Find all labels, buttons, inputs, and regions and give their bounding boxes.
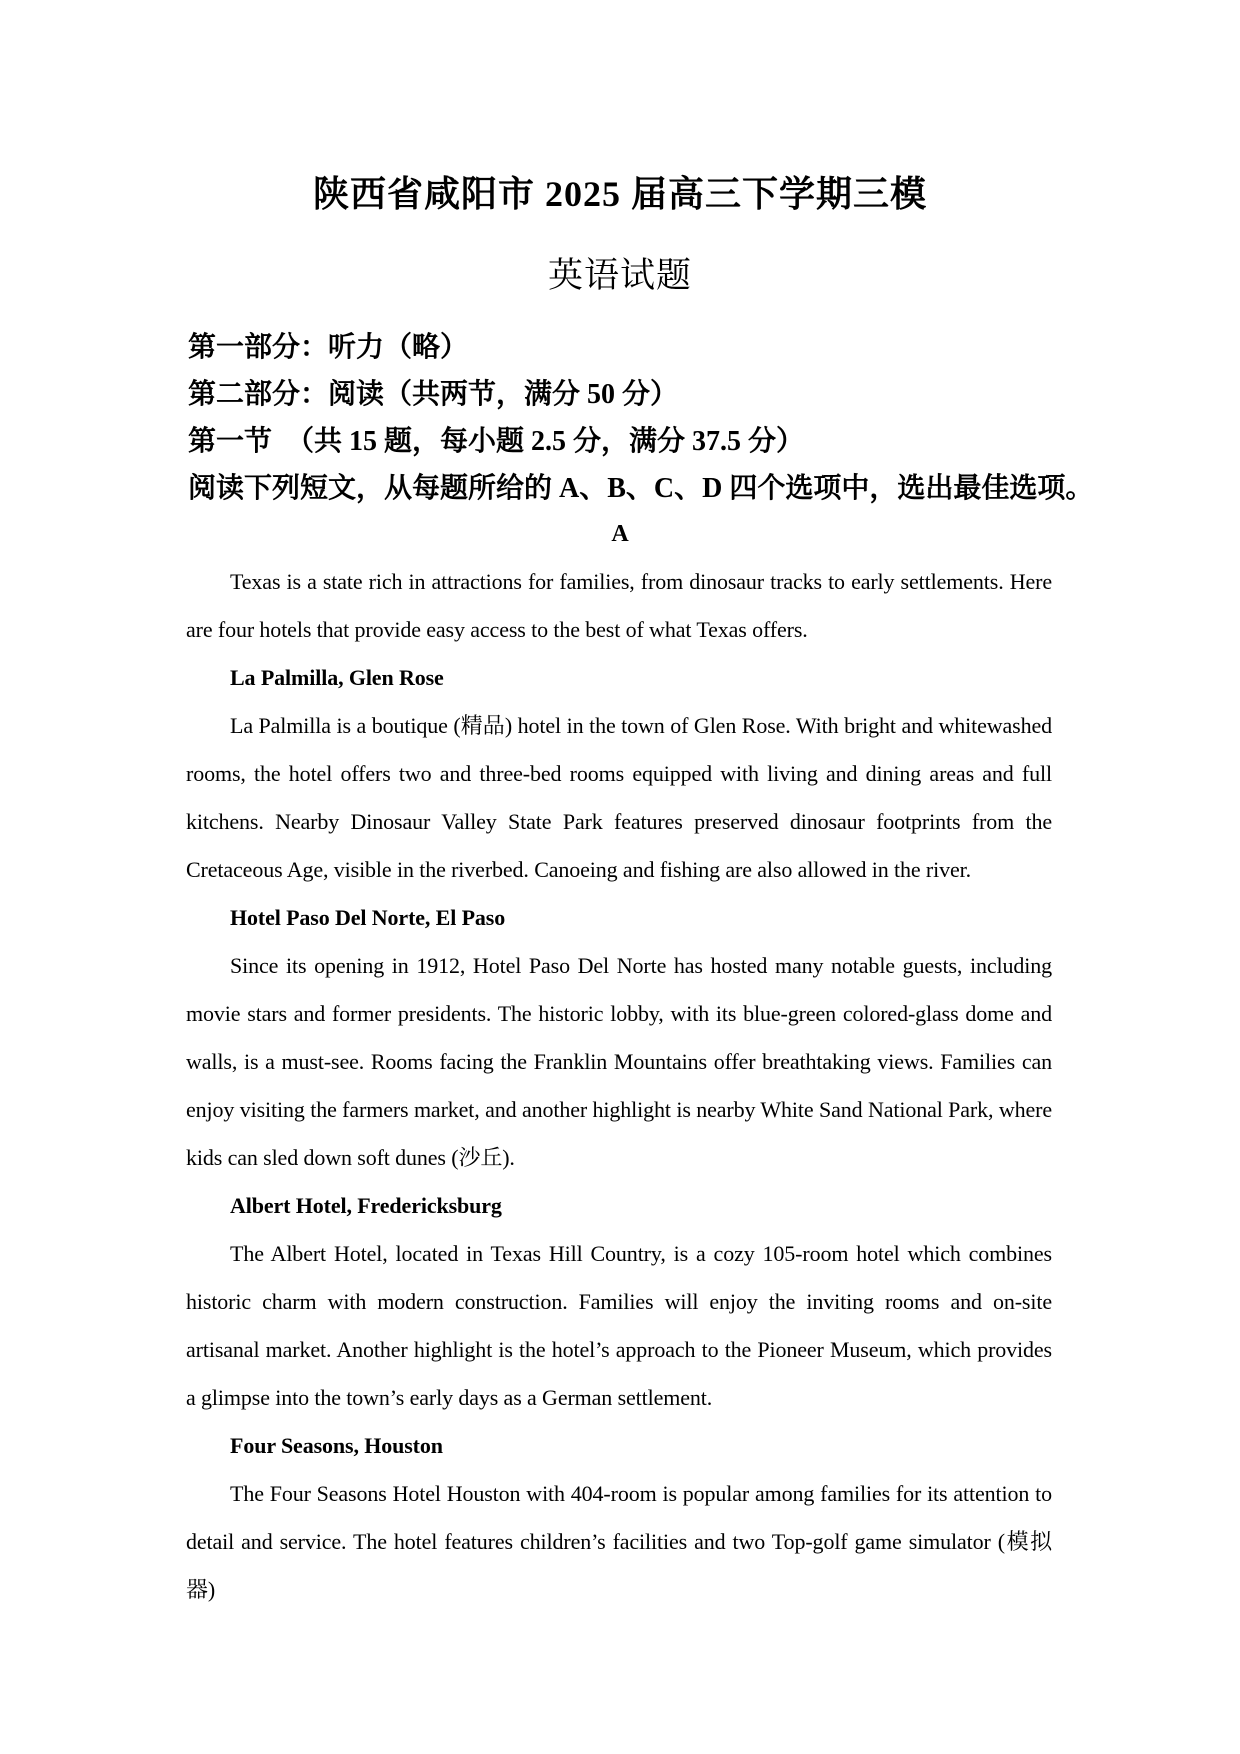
hotel-heading-paso-del-norte: Hotel Paso Del Norte, El Paso [230, 905, 506, 930]
hotel-heading-albert-hotel: Albert Hotel, Fredericksburg [230, 1193, 502, 1218]
section-headers [188, 324, 1094, 512]
passage-a-label: A [611, 521, 629, 547]
part2-heading: 第二部分：阅读（共两节，满分 50 分） [188, 379, 679, 410]
hotel-paragraph-four-seasons: The Four Seasons Hotel Houston with 404-room is popular among families for its attention to detail and service. The hotel features children’s facilities and two Top-golf game simulator (模拟器) [186, 1481, 1052, 1602]
reading-instruction: 阅读下列短文，从每题所给的 A、B、C、D 四个选项中，选出最佳选项。 [188, 473, 1094, 504]
hotel-paragraph-albert-hotel: The Albert Hotel, located in Texas Hill Country, is a cozy 105-room hotel which combines historic charm with modern construction. Families will enjoy the inviting rooms and on-site artisanal market. Another highlight is the hotel’s approach to the Pioneer Museum, which provides a glimpse into the town’s early days as a German settlement. [186, 1241, 1052, 1410]
hotel-paragraph-la-palmilla: La Palmilla is a boutique (精品) hotel in the town of Glen Rose. With bright and whitewashed rooms, the hotel offers two and three-bed rooms equipped with living and dining areas and full kitchens. Nearby Dinosaur Valley State Park features preserved dinosaur footprints from the Cretaceous Age, visible in the riverbed. Canoeing and fishing are also allowed in the river. [186, 713, 1052, 882]
paper-subtitle: 英语试题 [547, 256, 692, 295]
part1-heading: 第一部分：听力（略） [188, 332, 469, 363]
paper-title: 陕西省咸阳市 2025 届高三下学期三模 [312, 174, 927, 214]
passage-a-body [186, 558, 1052, 1614]
hotel-heading-la-palmilla: La Palmilla, Glen Rose [230, 665, 444, 690]
hotel-heading-four-seasons: Four Seasons, Houston [230, 1433, 443, 1458]
section1-heading: 第一节 （共 15 题，每小题 2.5 分，满分 37.5 分） [188, 426, 805, 457]
hotel-paragraph-paso-del-norte: Since its opening in 1912, Hotel Paso Del Norte has hosted many notable guests, including movie stars and former presidents. The historic lobby, with its blue-green colored-glass dome and walls, is a must-see. Rooms facing the Franklin Mountains offer breathtaking views. Families can enjoy visiting the farmers market, and another highlight is nearby White Sand National Park, where kids can sled down soft dunes (沙丘). [186, 953, 1052, 1170]
passage-intro: Texas is a state rich in attractions for families, from dinosaur tracks to early settlements. Here are four hotels that provide easy access to the best of what Texas offers. [186, 569, 1052, 642]
